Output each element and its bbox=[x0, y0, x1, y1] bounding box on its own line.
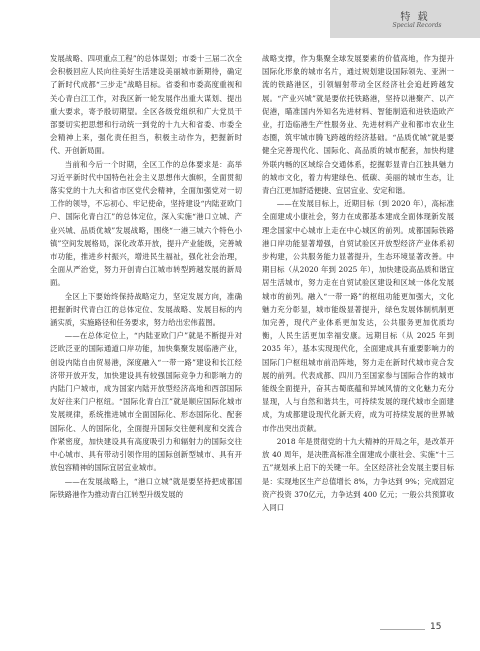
paragraph: 战略支撑，作为集聚全球发展要素的价值高地，作为提升国际化形象的城市名片，通过规划建设国际领先、亚洲一流的铁路港区，引领辐射带动全区经济社会追赶跨越发展。“产业兴城”就是要依托铁路港，坚持以港聚产、以产促港，瞄准国内外知名先进材料、智能制造和进铁造欧产业，打造临港生产性服务业、先进材料产业和都市农业生态圈，筑牢城市腾飞跨越的经济基础。“品质优城”就是要健全完善现代化、国际化、高品质的城市配套，加快构建外联内畅的区域综合交通体系，挖掘彰显青白江独具魅力的城市文化，着力构建绿色、低碳、美丽的城市生态，让青白江更加舒适便捷、宜居宜业、安定和谐。 bbox=[262, 54, 454, 196]
page-header bbox=[0, 0, 480, 38]
paragraph: 发展战略、四项重点工程”的总体谋划；市委十三届二次全会积极回应人民向往美好生活建设美丽城市新期待，确定了新时代成都“三步走”战略目标。省委和市委高度重视和关心青白江工作，对我区新一轮发展作出重大谋划、提出重大要求，寄予殷切期望。全区各级党组织和广大党员干部要切实把思想和行动统一到党的十九大和省委、市委全会精神上来，强化责任担当，积极主动作为，把握新时代、开创新局面。 bbox=[50, 54, 242, 156]
page-number: 15 bbox=[430, 622, 442, 632]
paragraph: 全区上下要始终保持战略定力，坚定发展方向，准确把握新时代青白江的总体定位、发展战略、发展目标的内涵实质，实施路径和任务要求，努力给出宏伟蓝图。 bbox=[50, 291, 242, 328]
section-title-cn: 特 载 bbox=[400, 12, 430, 23]
paragraph: 2018 年是贯彻党的十九大精神的开局之年，是改革开放 40 周年，是决胜高标准全面建成小康社会、实施“十三五”规划承上启下的关键一年。全区经济社会发展主要目标是：实现地区生产总值增长 8%，力争达到 9%；完成固定资产投资 370亿元，力争达到 400 亿元；一般公共预算收入同口 bbox=[262, 436, 454, 512]
paragraph: ——在发展目标上，近期目标（到 2020 年），高标准全面建成小康社会，努力在成都基本建成全面体现新发展理念国家中心城市上走在中心城区的前列。成都国际铁路港口岸功能显著增强，自贸试验区开放型经济产业体系初步构建，公共服务能力显著提升，生态环境显著改善。中期目标（从2020 年到 2025 年），加快建设高品质和谐宜居生活城市，努力走在自贸试验区建设和区域一体化发展城市的前列。融入“一带一路”的枢纽功能更加强大，文化魅力充分彰显，城市能级显著提升，绿色发展体制机制更加完善，现代产业体系更加发达，公共服务更加优质均衡，人民生活更加幸福安康。远期目标（从 2025 年到 2035 年），基本实现现代化，全面建成具有重要影响力的国际门户枢纽城市前沿阵地，努力走在新时代城市竞合发展的前列。代表成都、四川乃至国家参与国际合作的城市能级全面提升，奋其古蜀底蕴和异域风情的文化魅力充分显现，人与自然和谐共生，可持续发展的现代城市全面建成，为成都建设现代化新天府，成为可持续发展的世界城市作出突出贡献。 bbox=[262, 199, 454, 433]
footer-rule bbox=[380, 629, 425, 630]
paragraph: ——在发展战略上，“港口立城”就是要坚持把成都国际铁路港作为推动青白江转型升级发展的 bbox=[50, 476, 242, 499]
paragraph: 当前和今后一个时期，全区工作的总体要求是：高举习近平新时代中国特色社会主义思想伟大旗帜，全面贯彻落实党的十九大和省市区党代会精神，全面加强党对一切工作的领导，不忘初心、牢记使命，坚持建设“内陆亚欧门户、国际化青白江”的总体定位，深入实施“港口立城、产业兴城、品质优城”发展战略，围绕“一港三城六个特色小镇”空间发展格局，深化改革开放，提升产业能级，完善城市功能，推进乡村振兴，增进民生福祉，强化社会治理，全面从严治党，努力开创青白江城市转型跨越发展的新局面。 bbox=[50, 159, 242, 288]
paragraph: ——在总体定位上，“内陆亚欧门户”就是不断提升对泛欧泛亚的国际通道口岸功能，加快集聚发展临港产业，创设内陆自由贸易港，深度融入“一带一路”建设和长江经济带开放开发，加快建设具有较强国际竞争力和影响力的内陆门户城市，成为国家内陆开放型经济高地和西部国际友好往来门户枢纽。“国际化青白江”就是顺应国际化城市发展规律，系统推进城市全面国际化、形态国际化、配套国际化、人的国际化，全面提升国际交往便利度和交流合作紧密度，加快建设具有高度吸引力和辐射力的国际交往中心城市、具有带动引领作用的国际创新型城市、具有开放包容精神的国际宜居宜业城市。 bbox=[50, 331, 242, 473]
right-text-column bbox=[262, 52, 454, 514]
section-title-en: Special Records bbox=[392, 22, 442, 29]
left-text-column bbox=[50, 52, 242, 501]
